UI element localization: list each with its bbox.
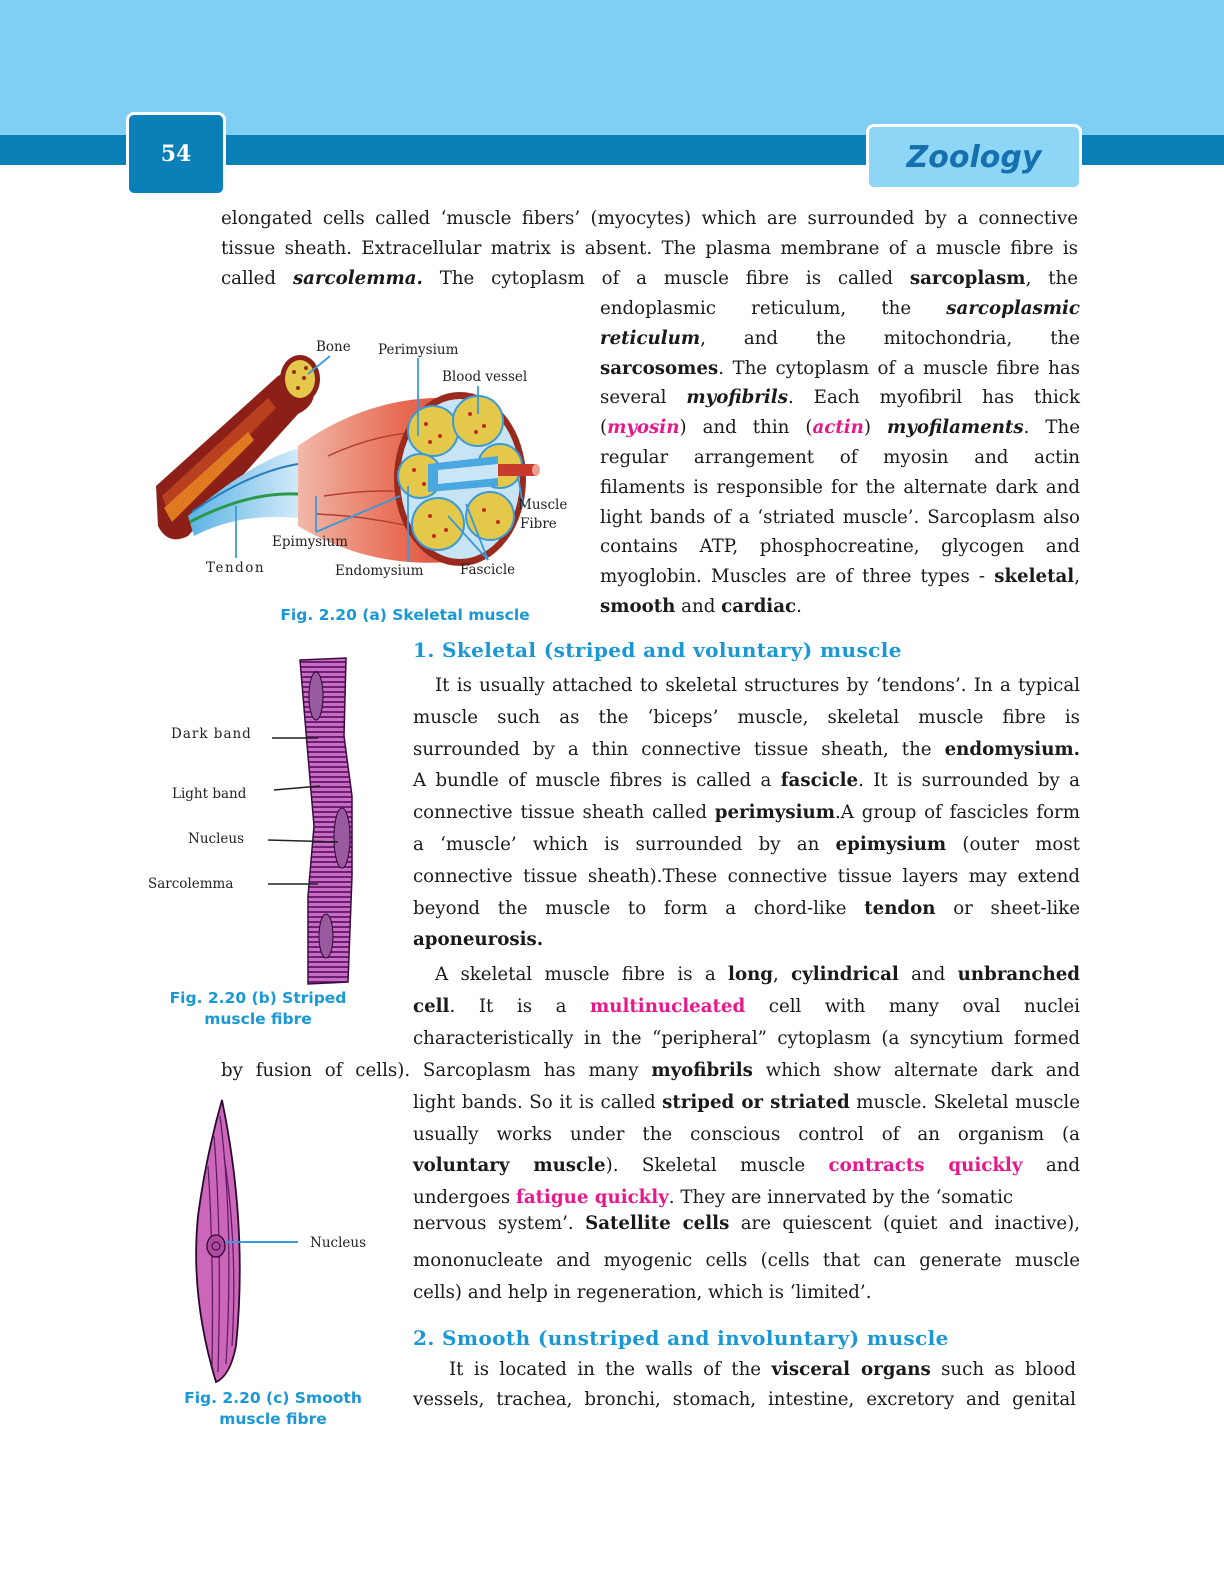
text-line: usually works under the conscious control of an organism (a [413,1123,1080,1145]
striped-muscle-fibre-illustration [268,656,368,986]
skeletal-paragraph-2-end [413,1208,1080,1240]
figure-caption-c [170,1388,376,1430]
text-line: sarcosomes. The cytoplasm of a muscle fibre has [600,357,1080,379]
text-line: surrounded by a thin connective tissue sheath, the endomysium. [413,738,1080,760]
intro-paragraph-top [221,204,1078,293]
text-line: elongated cells called ‘muscle fibers’ (myocytes) which are surrounded by a connective [221,208,1078,229]
text-line: connective tissue sheath called perimysium.A group of fascicles form [413,802,1080,824]
text-line: called sarcolemma. The cytoplasm of a muscle fibre is called sarcoplasm, the [221,267,1078,289]
text-line: beyond the muscle to form a chord-like tendon or sheet-like [413,897,1080,919]
text-line: smooth and cardiac. [600,595,802,617]
text-line: A skeletal muscle fibre is a long, cylindrical and unbranched [435,964,1080,985]
text-line: muscle such as the ‘biceps’ muscle, skeletal muscle fibre is [413,706,1080,728]
text-line: endoplasmic reticulum, the sarcoplasmic [600,298,1080,319]
text-line: (myosin) and thin (actin) myofilaments. The [600,417,1080,439]
skeletal-paragraph-2-cont [413,1087,1080,1213]
text-line: myoglobin. Muscles are of three types - skeletal, [600,566,1080,588]
skeletal-paragraph-2 [413,959,1080,1055]
section-heading-smooth: 2. Smooth (unstriped and involuntary) muscle [413,1326,949,1350]
text-line: tissue sheath. Extracellular matrix is absent. The plasma membrane of a muscle fibre is [221,237,1078,259]
text-line: aponeurosis. [413,929,544,951]
text-line: nervous system’. Satellite cells are quiescent (quiet and inactive), [413,1213,1080,1234]
label-fascicle: Fascicle [460,562,516,578]
text-line: reticulum, and the mitochondria, the [600,327,1080,349]
text-line: vessels, trachea, bronchi, stomach, intestine, excretory and genital [413,1388,1076,1410]
text-line: contains ATP, phosphocreatine, glycogen and [600,536,1080,558]
label-perimysium: Perimysium [378,342,459,358]
label-blood-vessel: Blood vessel [442,369,528,385]
label-light-band: Light band [172,786,247,802]
label-tendon: Tendon [206,560,266,576]
label-sarcolemma: Sarcolemma [148,876,234,892]
label-muscle: Muscle [518,497,568,513]
caption-line: Fig. 2.20 (c) Smooth [184,1389,362,1407]
text-line: connective tissue sheath).These connective tissue layers may extend [413,865,1080,887]
skeletal-paragraph-1 [413,670,1080,956]
label-endomysium: Endomysium [335,563,424,579]
smooth-paragraph-1 [413,1355,1076,1414]
text-line: filaments is responsible for the alternate dark and [600,476,1080,498]
smooth-muscle-fibre-illustration [186,1096,306,1386]
label-nucleus-c: Nucleus [310,1235,366,1251]
caption-line: Fig. 2.20 (b) Striped [169,989,347,1007]
figure-caption-b [160,988,356,1030]
text-line: It is usually attached to skeletal structures by ‘tendons’. In a typical [435,675,1080,696]
text-line: mononucleate and myogenic cells (cells that can generate muscle [413,1250,1080,1271]
label-dark-band: Dark band [171,726,252,742]
caption-line: muscle fibre [219,1410,327,1428]
text-line: cell. It is a multinucleated cell with many oval nuclei [413,996,1080,1017]
label-nucleus-b: Nucleus [188,831,244,847]
caption-line: muscle fibre [204,1010,312,1028]
text-line: several myofibrils. Each myofibril has thick [600,387,1080,409]
text-line: light bands. So it is called striped or striated muscle. Skeletal muscle [413,1092,1081,1113]
text-line: by fusion of cells). Sarcoplasm has many myofibrils which show alternate dark and [221,1060,1080,1081]
text-line: voluntary muscle). Skeletal muscle contracts quickly and [413,1155,1081,1177]
subject-title: Zoology [866,124,1082,190]
text-line: a ‘muscle’ which is surrounded by an epimysium (outer most [413,833,1080,855]
text-line: A bundle of muscle fibres is called a fascicle. It is surrounded by a [413,770,1081,792]
label-fibre: Fibre [520,516,557,532]
skeletal-paragraph-2-tail [413,1245,1080,1308]
intro-paragraph-right [600,294,1080,622]
label-epimysium: Epimysium [272,534,348,550]
text-line: light bands of a ‘striated muscle’. Sarcoplasm also [600,506,1080,528]
figure-caption-a: Fig. 2.20 (a) Skeletal muscle [280,606,530,624]
section-heading-skeletal: 1. Skeletal (striped and voluntary) muscle [413,638,902,662]
label-bone: Bone [316,339,351,355]
text-line: regular arrangement of myosin and actin [600,446,1080,468]
text-line: cells) and help in regeneration, which is ‘limited’. [413,1281,872,1303]
text-line: undergoes fatigue quickly. They are innervated by the ‘somatic [413,1186,1014,1208]
skeletal-paragraph-2-wide [221,1055,1080,1087]
text-line: It is located in the walls of the visceral organs such as blood [449,1359,1076,1380]
text-line: characteristically in the “peripheral” cytoplasm (a syncytium formed [413,1028,1080,1049]
page-number: 54 [126,112,226,196]
